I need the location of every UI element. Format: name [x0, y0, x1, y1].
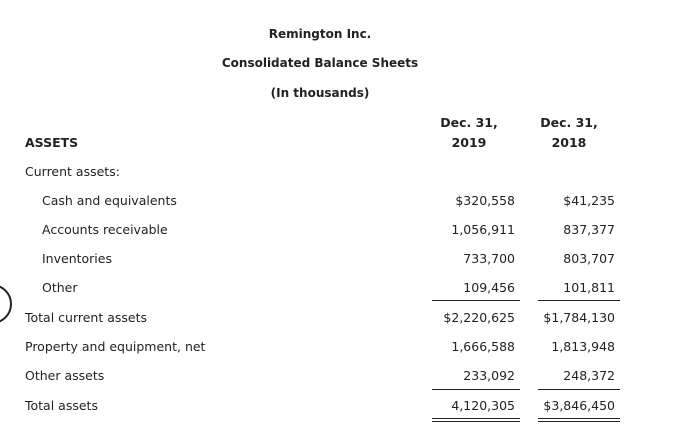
row-value-other-2018: 101,811 [563, 280, 615, 295]
row-value-total-assets-2018: $3,846,450 [543, 398, 615, 413]
double-rule-2019-bottom [432, 421, 520, 422]
company-name: Remington Inc. [268, 27, 372, 41]
row-label-inventories: Inventories [42, 251, 112, 266]
row-value-inventories-2019: 733,700 [463, 251, 515, 266]
column-header-2018-line1: Dec. 31, [540, 115, 598, 130]
double-rule-2018-top [538, 418, 620, 419]
row-label-other-assets: Other assets [25, 368, 105, 383]
statement-title: Consolidated Balance Sheets [221, 56, 419, 70]
row-value-other-assets-2019: 233,092 [463, 368, 515, 383]
row-label-property-equipment: Property and equipment, net [25, 339, 206, 354]
row-label-total-current-assets: Total current assets [25, 310, 148, 325]
row-value-receivables-2019: 1,056,911 [451, 222, 515, 237]
double-rule-2018-bottom [538, 421, 620, 422]
row-value-property-equipment-2018: 1,813,948 [551, 339, 615, 354]
row-value-receivables-2018: 837,377 [563, 222, 615, 237]
column-header-2019-line2: 2019 [451, 135, 487, 150]
row-label-other: Other [42, 280, 78, 295]
row-value-other-assets-2018: 248,372 [563, 368, 615, 383]
row-value-total-current-assets-2018: $1,784,130 [543, 310, 615, 325]
row-label-cash: Cash and equivalents [42, 193, 177, 208]
double-rule-2019-top [432, 418, 520, 419]
column-header-2018-line2: 2018 [551, 135, 587, 150]
row-label-total-assets: Total assets [25, 398, 98, 413]
subtotal-rule-2018 [538, 300, 620, 301]
row-value-inventories-2018: 803,707 [563, 251, 615, 266]
row-value-other-2019: 109,456 [463, 280, 515, 295]
subsection-title-current-assets: Current assets: [25, 164, 120, 179]
units-note: (In thousands) [270, 86, 370, 100]
row-value-cash-2019: $320,558 [455, 193, 515, 208]
column-header-2019-line1: Dec. 31, [440, 115, 498, 130]
row-label-receivables: Accounts receivable [42, 222, 168, 237]
cursor-circle-icon [0, 284, 12, 324]
row-value-total-assets-2019: 4,120,305 [451, 398, 515, 413]
row-value-property-equipment-2019: 1,666,588 [451, 339, 515, 354]
total-rule-2018 [538, 389, 620, 390]
row-value-cash-2018: $41,235 [563, 193, 615, 208]
row-value-total-current-assets-2019: $2,220,625 [443, 310, 515, 325]
section-title-assets: ASSETS [25, 135, 79, 150]
total-rule-2019 [432, 389, 520, 390]
subtotal-rule-2019 [432, 300, 520, 301]
